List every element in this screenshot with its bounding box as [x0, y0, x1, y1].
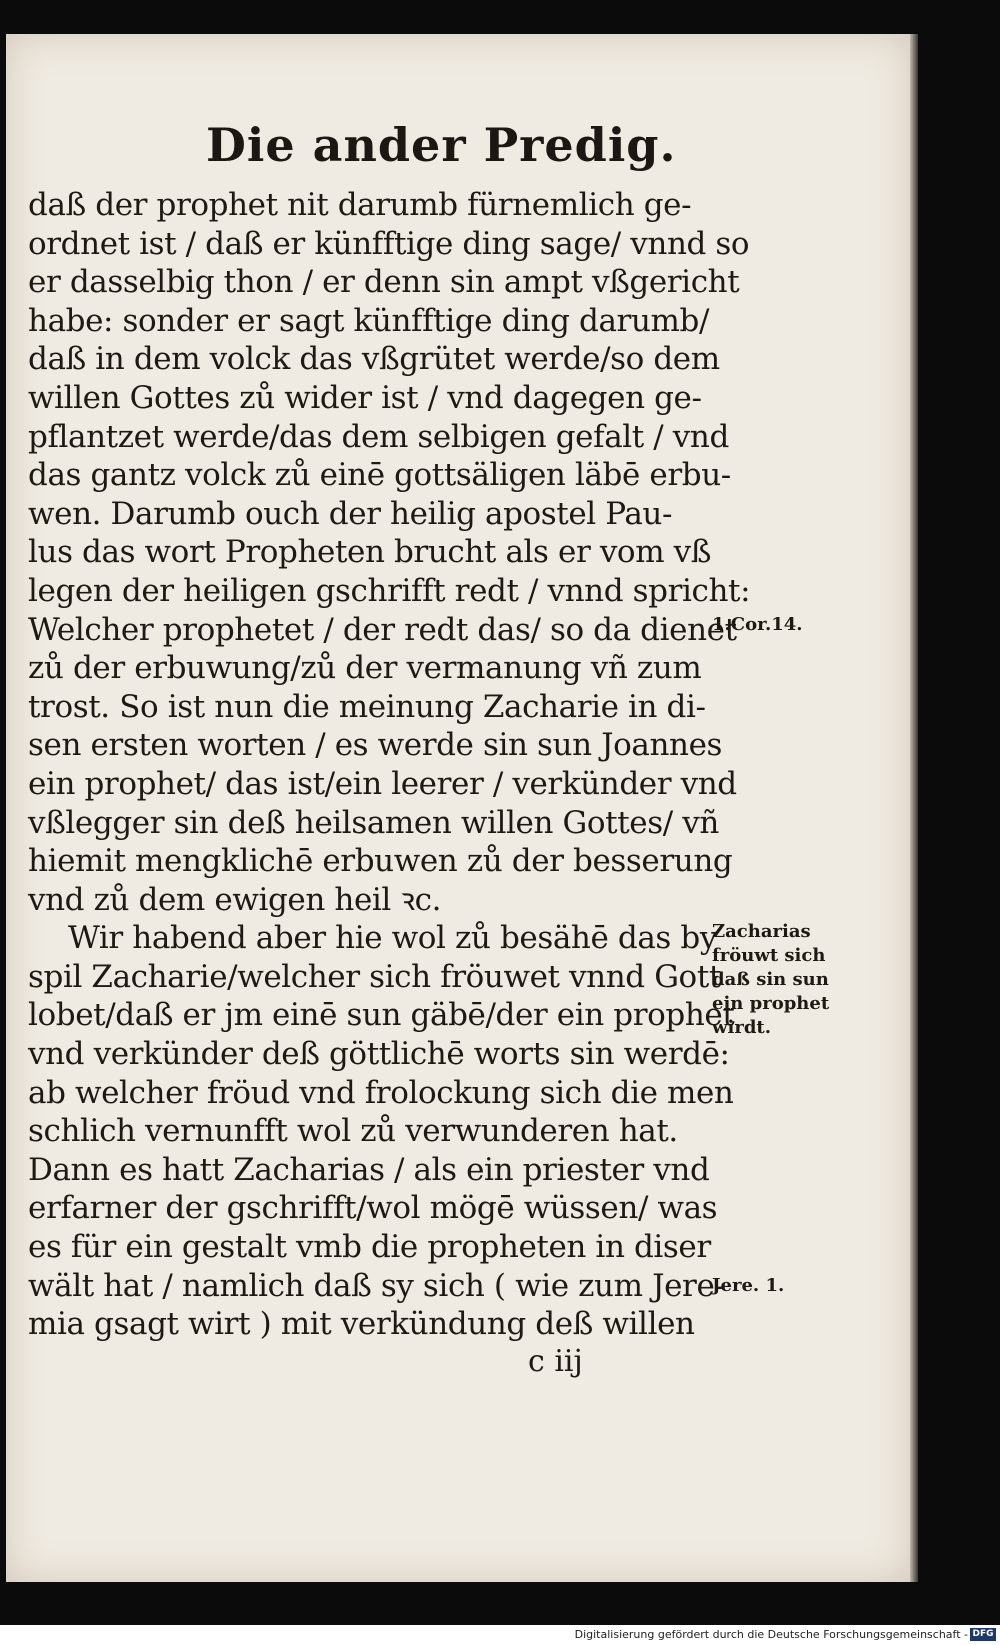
text-line: zů der erbuwung/zů der vermanung vñ zum [28, 650, 702, 687]
margin-note-line: fröuwt sich [712, 945, 826, 966]
text-line: legen der heiligen gschrifft redt / vnnd spricht: [28, 572, 751, 609]
footer-credit: Digitalisierung gefördert durch die Deutsche Forschungsgemeinschaft - [574, 1628, 968, 1641]
margin-note-line: Zacharias [712, 921, 811, 942]
text-line: ein prophet/ das ist/ein leerer / verkünder vnd [28, 765, 737, 802]
margin-note-line: ein prophet [712, 993, 830, 1014]
text-line: habe: sonder er sagt künfftige ding darumb/ [28, 302, 709, 339]
text-line: lus das wort Propheten brucht als er vom vß [28, 534, 712, 571]
margin-note-line: Jere. 1. [712, 1275, 785, 1296]
text-line: vnd verkünder deß göttlichē worts sin werdē: [28, 1036, 730, 1073]
text-line: Welcher prophetet / der redt das/ so da dienet [28, 611, 737, 648]
page-header: Die ander Predig. [206, 118, 677, 172]
text-line: ab welcher fröud vnd frolockung sich die men [28, 1074, 734, 1111]
page-edge [910, 34, 918, 1582]
margin-note-line: wirdt. [712, 1017, 771, 1038]
text-line: sen ersten worten / es werde sin sun Joannes [28, 727, 723, 764]
text-line: hiemit mengklichē erbuwen zů der besserung [28, 843, 733, 880]
margin-note-cor [712, 613, 852, 637]
text-line: ordnet ist / daß er künfftige ding sage/ vnnd so [28, 225, 750, 262]
text-line: das gantz volck zů einē gottsäligen läbē erbu- [28, 457, 731, 494]
text-line: spil Zacharie/welcher sich fröuwet vnnd Gott [28, 958, 721, 995]
margin-note-zacharias [712, 920, 852, 1040]
margin-note-line: daß sin sun [712, 969, 829, 990]
text-line: er dasselbig thon / er denn sin ampt vßgericht [28, 264, 740, 301]
text-line: wen. Darumb ouch der heilig apostel Pau- [28, 495, 673, 532]
text-line: vnd zů dem ewigen heil ꝛc. [28, 881, 442, 918]
text-line: lobet/daß er jm einē sun gäbē/der ein prophet [28, 997, 735, 1034]
signature-mark: c iij [528, 1344, 583, 1379]
text-line: daß in dem volck das vßgrütet werde/so dem [28, 341, 720, 378]
margin-note-jere [712, 1274, 852, 1298]
text-line: Dann es hatt Zacharias / als ein priester vnd [28, 1151, 710, 1188]
text-line: Wir habend aber hie wol zů besähē das by [68, 920, 717, 957]
dfg-logo: DFG [970, 1628, 996, 1641]
text-line: schlich vernunfft wol zů verwunderen hat. [28, 1113, 678, 1150]
text-line: mia gsagt wirt ) mit verkündung deß willen [28, 1306, 695, 1343]
text-line: erfarner der gschrifft/wol mögē wüssen/ was [28, 1190, 718, 1227]
text-line: wält hat / namlich daß sy sich ( wie zum Jere- [28, 1267, 725, 1304]
margin-note-line: 1.Cor.14. [712, 614, 803, 635]
text-line: es für ein gestalt vmb die propheten in diser [28, 1229, 711, 1266]
text-line: willen Gottes zů wider ist / vnd dagegen ge- [28, 379, 702, 416]
text-line: trost. So ist nun die meinung Zacharie in di- [28, 688, 706, 725]
text-line: vßlegger sin deß heilsamen willen Gottes/ vñ [28, 804, 719, 841]
text-line: daß der prophet nit darumb fürnemlich ge- [28, 187, 692, 223]
text-line: pflantzet werde/das dem selbigen gefalt / vnd [28, 418, 729, 455]
